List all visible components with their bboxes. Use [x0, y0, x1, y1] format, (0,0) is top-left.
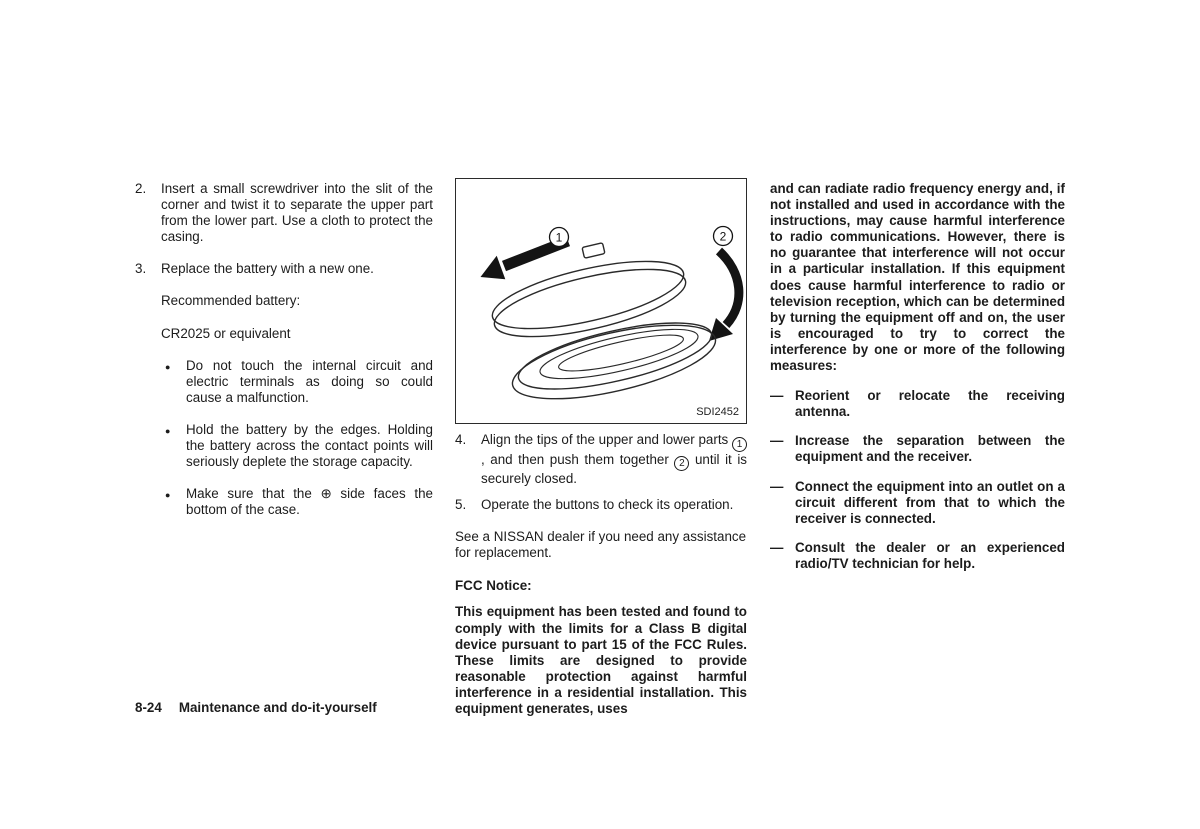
battery-caution-1: ● Do not touch the internal circuit and electric terminals as doing so could cause a malfunction. [165, 357, 433, 405]
bullet-icon: ● [165, 361, 171, 372]
left-column [135, 181, 433, 528]
svg-text:1: 1 [555, 230, 563, 245]
step-3 [135, 261, 433, 277]
page-footer [135, 700, 377, 715]
step-4 [455, 432, 747, 487]
battery-type: CR2025 or equivalent [161, 325, 291, 341]
figure-step-1-marker [550, 228, 569, 247]
dash-marker: — [770, 539, 784, 555]
footer-section-title: Maintenance and do-it-yourself [178, 700, 377, 715]
measure-item: — Consult the dealer or an experienced radio/TV technician for help. [770, 539, 1065, 571]
measure-item: — Connect the equipment into an outlet on a circuit different from that to which the receiver is connected. [770, 478, 1065, 526]
key-fob-figure [455, 178, 747, 424]
step-2-text: Insert a small screwdriver into the slit of the corner and twist it to separate the upper part from the lower part. Use a cloth to protect the casing. [161, 181, 433, 245]
bullet-icon: ● [165, 425, 171, 436]
step-2 [135, 181, 433, 245]
step-3-text: Replace the battery with a new one. [161, 261, 374, 277]
step-5-text: Operate the buttons to check its operation. [481, 497, 734, 513]
bullet-icon: ● [165, 490, 171, 501]
measure-item: — Reorient or relocate the receiving antenna. [770, 388, 1065, 420]
circled-2: 2 [674, 456, 689, 471]
dash-marker: — [770, 388, 784, 404]
step-2-number: 2. [135, 181, 147, 196]
page-number: 8-24 [135, 700, 162, 715]
step-5 [455, 497, 747, 513]
recommended-battery-label: Recommended battery: [161, 293, 301, 309]
key-fob-lower-shell [506, 309, 722, 413]
middle-column [455, 178, 747, 717]
right-column [770, 181, 1065, 582]
step-3-number: 3. [135, 261, 147, 277]
fcc-measures-list [770, 388, 1065, 572]
dash-marker: — [770, 433, 784, 449]
fcc-notice-heading: FCC Notice: [455, 578, 532, 594]
step-5-number: 5. [455, 497, 467, 513]
step-4-number: 4. [455, 432, 467, 447]
figure-caption: SDI2452 [696, 405, 739, 418]
figure-step-2-marker [714, 227, 733, 246]
rotate-close-arrow-icon [709, 251, 739, 341]
separation-arrow-icon [481, 241, 569, 279]
circled-1: 1 [732, 437, 747, 452]
fcc-paragraph: This equipment has been tested and found to comply with the limits for a Class B digital device pursuant to part 15 of the FCC Rules. These limits are designed to provide reasonable protection against harmful interference in a residential installation. This equipment generates, uses [455, 604, 747, 717]
battery-caution-3: ● Make sure that the ⊕ side faces the bottom of the case. [165, 486, 433, 518]
battery-caution-2: ● Hold the battery by the edges. Holding the battery across the contact points will seriously deplete the storage capacity. [165, 421, 433, 470]
measure-item: — Increase the separation between the equipment and the receiver. [770, 433, 1065, 465]
step-4-text: Align the tips of the upper and lower parts 1, and then push them together 2 until it is securely closed. [481, 432, 747, 486]
svg-text:2: 2 [719, 229, 727, 244]
dash-marker: — [770, 478, 784, 494]
dealer-note: See a NISSAN dealer if you need any assistance for replacement. [455, 529, 747, 561]
fcc-paragraph-continued: and can radiate radio frequency energy and, if not installed and used in accordance with the instructions, may cause harmful interference to radio communications. However, there is no guarantee that interference will not occur in a particular installation. If this equipment does cause harmful interference to radio or television reception, which can be determined by turning the equipment off and on, the user is encouraged to try to correct the interference by one or more of the following measures: [770, 181, 1065, 374]
key-fob-illustration [456, 179, 746, 423]
